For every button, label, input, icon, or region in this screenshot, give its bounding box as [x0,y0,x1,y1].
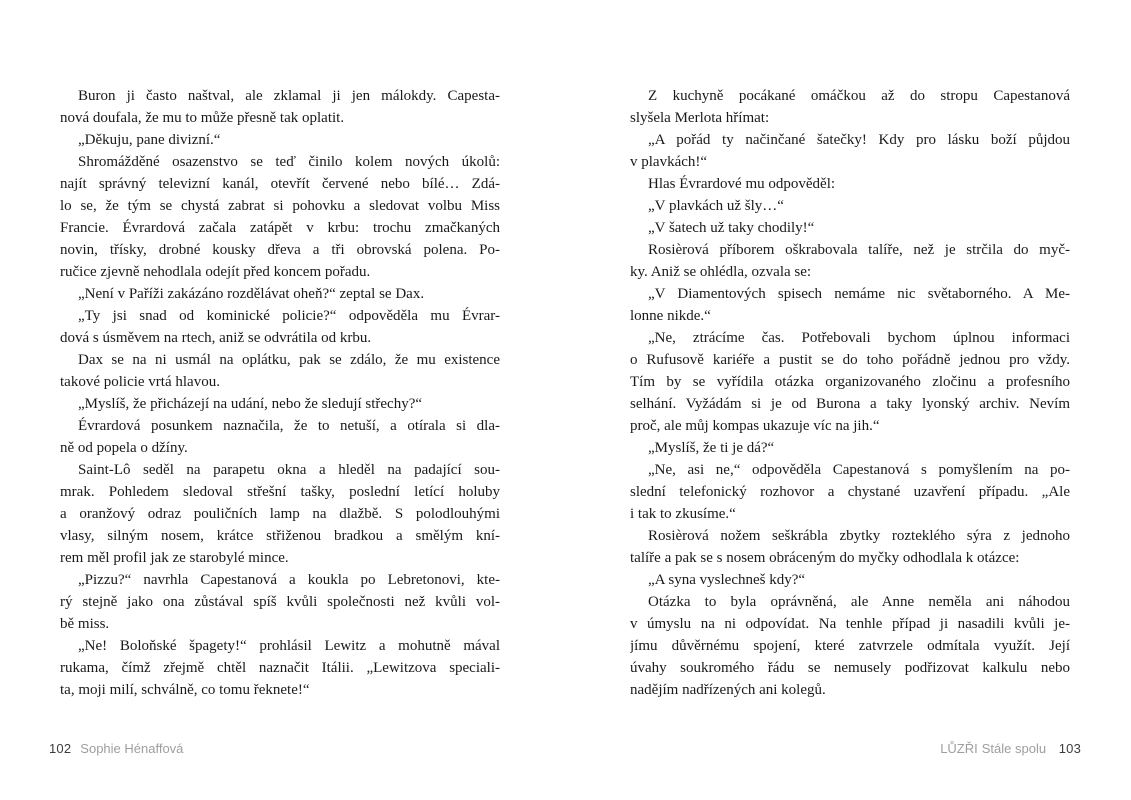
text-line: Rosièrová nožem seškrábla zbytky rozteklého sýra z jednoho [648,528,1070,544]
text-line: úvahy soukromého řádu se nemusely podřizovat kalkulu nebo [630,660,1070,676]
right-page-text [630,85,1070,701]
text-line: Shromážděné osazenstvo se teď činilo kolem nových úkolů: [78,154,500,170]
paragraph [630,283,1070,327]
text-line: mrak. Pohledem sledoval střešní tašky, poslední letící holuby [60,484,500,500]
text-line: ta, moji milí, schválně, co tomu řeknete!“ [60,682,310,698]
text-line: Buron ji často naštval, ale zklamal ji jen málokdy. Capesta- [78,88,500,104]
text-line: Dax se na ni usmál na oplátku, pak se zdálo, že mu existence [78,352,500,368]
text-line: „V Diamentových spisech nemáme nic světaborného. A Me- [648,286,1070,302]
text-line: v úmyslu na ni odpovídat. Na tenhle případ ji nasadili kvůli je- [630,616,1070,632]
text-line: nadějím nadřízených ani kolegů. [630,682,826,698]
text-line: „A syna vyslechneš kdy?“ [648,572,806,588]
text-line: „Ne, ztrácíme čas. Potřebovali bychom úplnou informaci [648,330,1070,346]
paragraph [630,525,1070,569]
text-line: nová doufala, že mu to může přesně tak oplatit. [60,110,345,126]
paragraph [630,569,1070,591]
text-line: Otázka to byla oprávněná, ale Anne neměla ani náhodou [648,594,1070,610]
text-line: „Ne, asi ne,“ odpověděla Capestanová s pomyšlením na po- [648,462,1070,478]
paragraph [630,85,1070,129]
text-line: Saint-Lô seděl na parapetu okna a hleděl na padající sou- [78,462,500,478]
text-line: Rosièrová příborem oškrabovala talíře, než je strčila do myč- [648,242,1070,258]
text-line: talíře a pak se s nosem obráceným do myčky odhodlala k otázce: [630,550,1020,566]
text-line: o Rufusově kariéře a pustit se do toho pořádně jednou pro vždy. [630,352,1070,368]
text-line: „V plavkách už šly…“ [648,198,784,214]
paragraph [60,415,500,459]
text-line: „Ty jsi snad od kominické policie?“ odpověděla mu Évrar- [78,308,500,324]
text-line: a oranžový odraz pouličních lamp na dlažbě. S polodlouhými [60,506,500,522]
paragraph [60,569,500,635]
text-line: rem měl profil jak ze starobylé mince. [60,550,289,566]
text-line: slední telefonický rozhovor a chystané uzavření případu. „Ale [630,484,1070,500]
text-line: „A pořád ty načinčané šatečky! Kdy pro lásku boží půjdou [648,132,1070,148]
footer-series-title: LŮZŘI [940,741,978,756]
paragraph [60,459,500,569]
text-line: i tak to zkusíme.“ [630,506,736,522]
paragraph [60,151,500,283]
text-line: Tím by se vyřídila otázka organizovaného zločinu a profesního [630,374,1070,390]
paragraph [630,129,1070,173]
text-line: ky. Aniž se ohlédla, ozvala se: [630,264,812,280]
paragraph [60,393,500,415]
paragraph [630,217,1070,239]
paragraph [60,129,500,151]
text-line: bě miss. [60,616,110,632]
text-line: ně od popela o džíny. [60,440,188,456]
text-line: „Pizzu?“ navrhla Capestanová a koukla po Lebretonovi, kte- [78,572,500,588]
text-line: slyšela Merlota hřímat: [630,110,770,126]
text-line: „Děkuju, pane divizní.“ [78,132,221,148]
text-line: Francie. Évrardová začala zatápět v krbu: trochu zmačkaných [60,220,500,236]
text-line: Z kuchyně pocákané omáčkou až do stropu Capestanová [648,88,1070,104]
footer-author: Sophie Hénaffová [80,741,184,756]
footer-book-title: Stále spolu [981,741,1047,756]
text-line: lo se, že tým se chystá zabrat si pohovku a sledovat volbu Miss [60,198,500,214]
text-line: selhání. Vyžádám si je od Burona a taky lyonský archiv. Nevím [630,396,1070,412]
text-line: v plavkách!“ [630,154,708,170]
paragraph [630,437,1070,459]
paragraph [630,591,1070,701]
paragraph [630,327,1070,437]
left-page-footer [49,741,183,757]
paragraph [630,195,1070,217]
paragraph [60,635,500,701]
text-line: rukama, čímž zřejmě chtěl naznačit Itálii. „Lewitzova speciali- [60,660,500,676]
text-line: jímu důvěrnému spojení, které zatvrzele odmítala využít. Její [630,638,1070,654]
text-line: „V šatech už taky chodily!“ [648,220,815,236]
right-page-footer [940,741,1081,757]
paragraph [60,349,500,393]
text-line: ručice zjevně nehodlala odejít před koncem pořadu. [60,264,371,280]
text-line: „Ne! Boloňské špagety!“ prohlásil Lewitz a mohutně mával [78,638,500,654]
paragraph [60,283,500,305]
left-page-text [60,85,500,701]
text-line: „Není v Paříži zakázáno rozdělávat oheň?“ zeptal se Dax. [78,286,425,302]
text-line: proč, ale můj kompas ukazuje víc na jih.“ [630,418,880,434]
text-line: novin, třísky, drobné kousky dřeva a tři obrovská polena. Po- [60,242,500,258]
text-line: Hlas Évrardové mu odpověděl: [648,176,836,192]
left-page-number: 102 [49,741,72,756]
paragraph [60,305,500,349]
text-line: takové policie vrtá hlavou. [60,374,220,390]
text-line: vlasy, silným nosem, krátce střiženou bradkou a smělým kní- [60,528,500,544]
text-line: „Myslíš, že ti je dá?“ [648,440,775,456]
text-line: dová s úsměvem na rtech, aniž se odvrátila od krbu. [60,330,372,346]
text-line: najít správný televizní kanál, otevřít červené nebo bílé… Zdá- [60,176,500,192]
paragraph [630,459,1070,525]
paragraph [630,173,1070,195]
paragraph [60,85,500,129]
paragraph [630,239,1070,283]
right-page-number: 103 [1058,741,1081,756]
text-line: „Myslíš, že přicházejí na udání, nebo že sledují střechy?“ [78,396,423,412]
text-line: Évrardová posunkem naznačila, že to netuší, a otírala si dla- [78,418,500,434]
text-line: lonne nikde.“ [630,308,711,324]
text-line: rý stejně jako ona zůstával spíš kvůli společnosti než kvůli vol- [60,594,500,610]
